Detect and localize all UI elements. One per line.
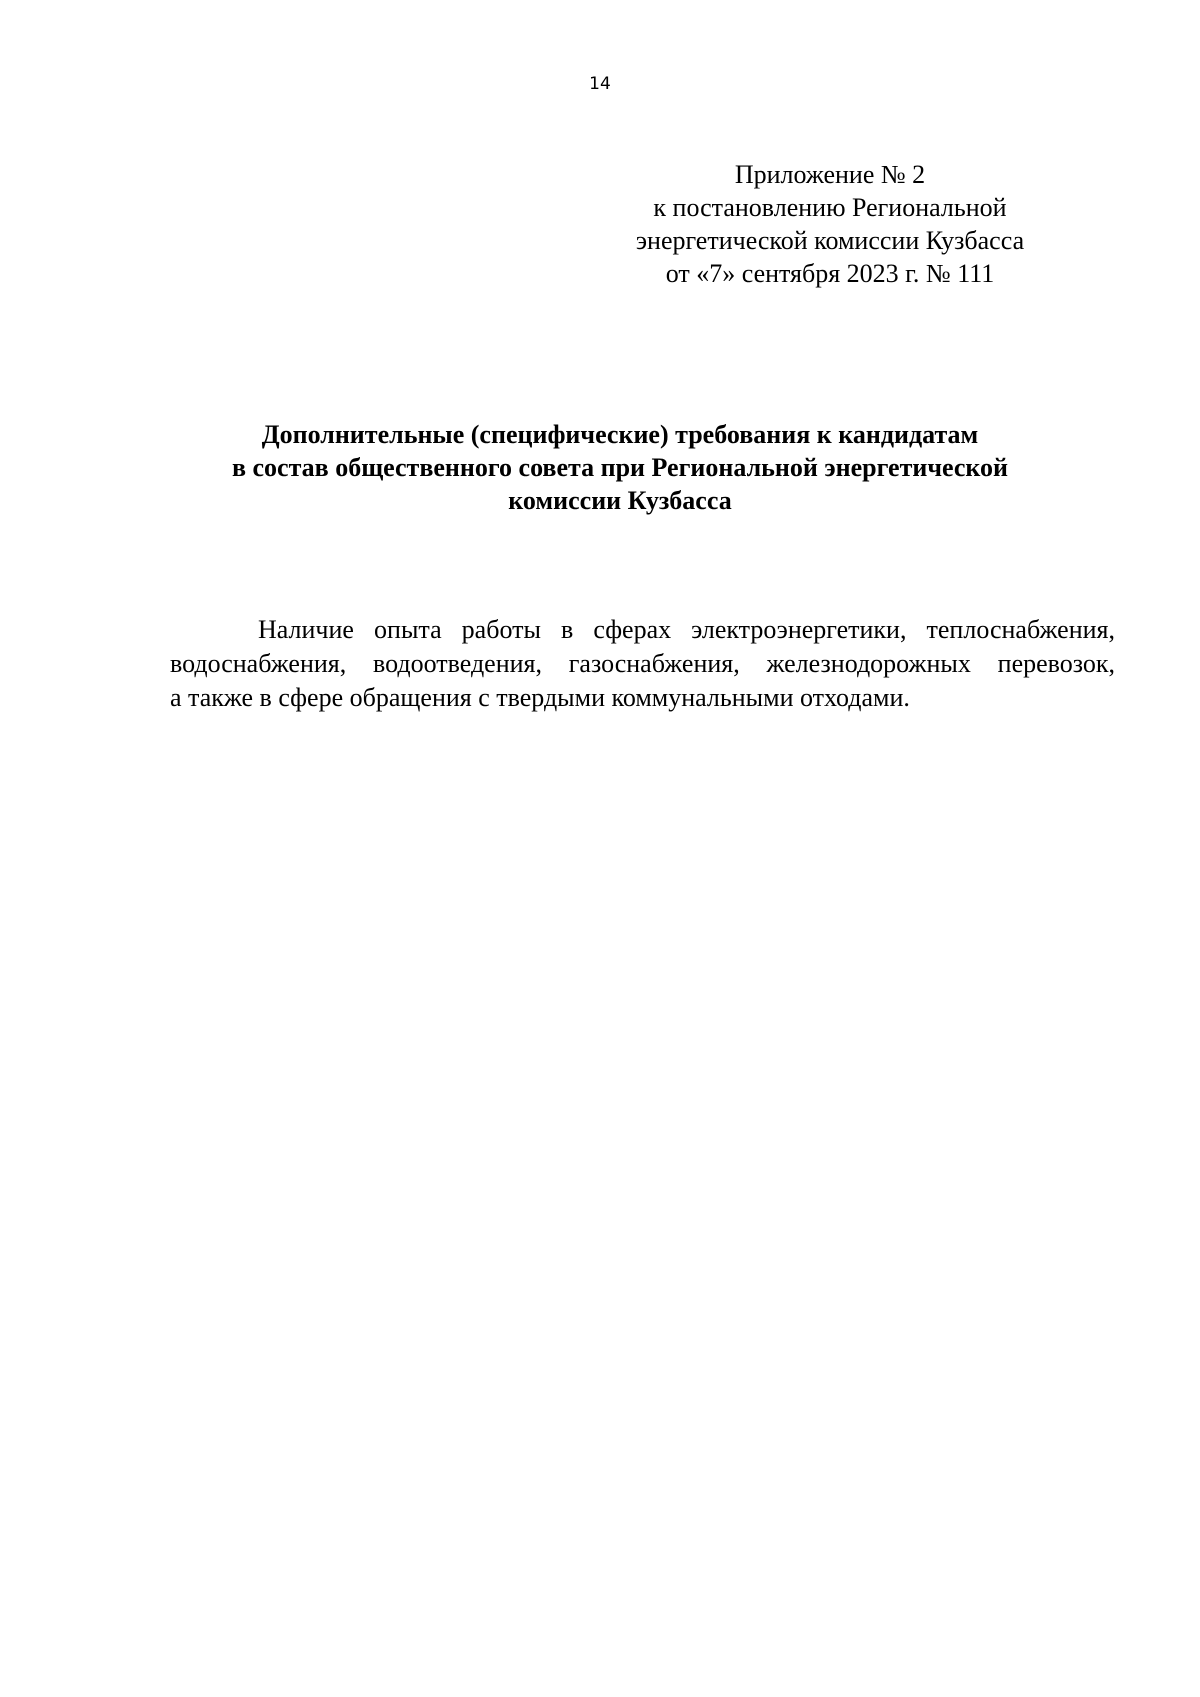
appendix-header bbox=[580, 158, 1080, 290]
body-line-3: а также в сфере обращения с твердыми коммунальными отходами. bbox=[170, 683, 910, 712]
appendix-line-resolution: к постановлению Региональной bbox=[653, 193, 1007, 222]
appendix-line-number: Приложение № 2 bbox=[734, 160, 926, 189]
page-number: 14 bbox=[589, 74, 611, 94]
appendix-line-commission: энергетической комиссии Кузбасса bbox=[635, 226, 1025, 255]
body-paragraph bbox=[170, 613, 1115, 715]
title-line-2: в состав общественного совета при Региональной энергетической bbox=[231, 453, 1009, 482]
title-line-3: комиссии Кузбасса bbox=[508, 486, 732, 515]
body-line-1: Наличие опыта работы в сферах электроэнергетики, теплоснабжения, bbox=[258, 615, 1115, 644]
body-line-2: водоснабжения, водоотведения, газоснабжения, железнодорожных перевозок, bbox=[170, 649, 1115, 678]
title-line-1: Дополнительные (специфические) требования к кандидатам bbox=[261, 420, 979, 449]
appendix-line-date: от «7» сентября 2023 г. № 111 bbox=[665, 259, 995, 288]
document-title bbox=[170, 418, 1070, 517]
